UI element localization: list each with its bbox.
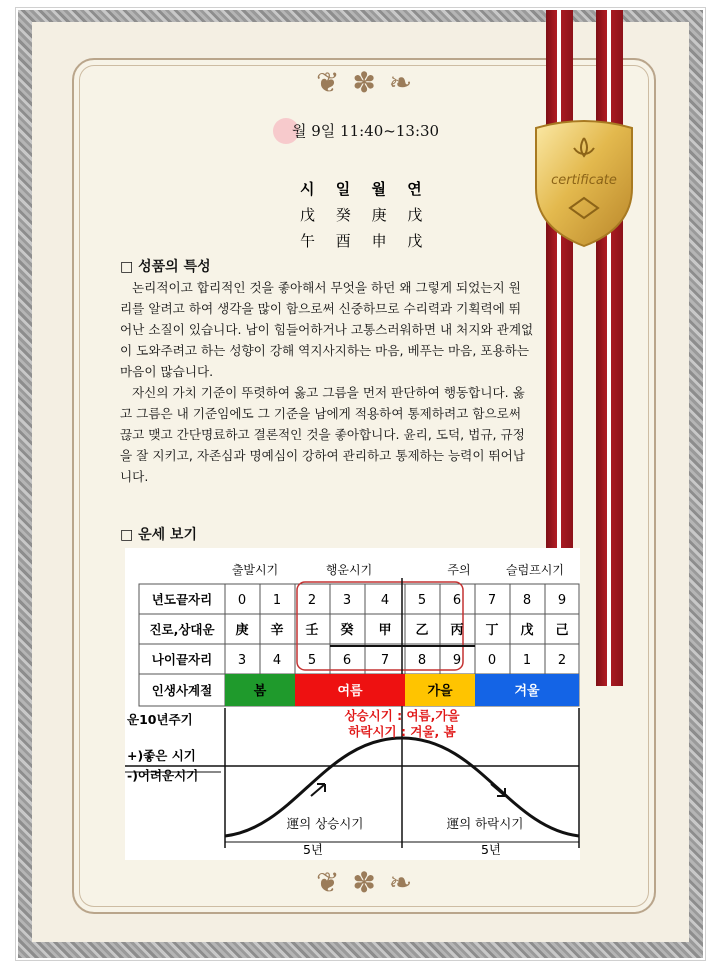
branch-day: 酉 xyxy=(335,232,359,250)
text-line: 어난 소질이 있습니다. 남이 힘들어하거나 고통스러워하면 내 처지와 관계없 xyxy=(120,322,534,337)
text-line: 니다. xyxy=(120,469,149,484)
table-cell: 5 xyxy=(307,653,317,668)
text-line: 자신의 가치 기준이 뚜렷하여 옳고 그름을 먼저 판단하여 행동합니다. 옳 xyxy=(132,385,525,400)
bad-period-label: -)어려운시기 xyxy=(127,768,199,783)
character-paragraph xyxy=(120,277,605,487)
rise-arrow-icon xyxy=(311,784,325,796)
table-cell: 壬 xyxy=(305,623,319,638)
table-cell: 辛 xyxy=(270,623,284,638)
stem-hour: 戊 xyxy=(300,206,324,224)
fortune-cycle-chart xyxy=(125,548,580,860)
table-cell: 乙 xyxy=(415,623,429,638)
certificate-seal-icon xyxy=(530,118,638,248)
stem-month: 庚 xyxy=(371,206,395,224)
pillar-label-hour: 시 xyxy=(300,180,323,198)
table-cell: 5 xyxy=(417,593,427,608)
table-cell: 癸 xyxy=(340,623,354,638)
rise-period-label: 運의 상승시기 xyxy=(286,816,364,831)
text-line: 마음이 많습니다. xyxy=(120,364,214,379)
section-title-character: □ 성품의 특성 xyxy=(120,259,211,275)
season-label-winter: 겨울 xyxy=(514,684,540,699)
table-cell: 7 xyxy=(380,653,390,668)
table-cell: 庚 xyxy=(235,623,249,638)
pillar-stems xyxy=(300,204,430,225)
table-cell: 9 xyxy=(557,593,567,608)
row-header-season: 인생사계절 xyxy=(151,683,213,698)
text-line: 이 도와주려고 하는 성향이 강해 역지사지하는 마음, 베푸는 마음, 포용하는 xyxy=(120,343,530,358)
phase-label-luck: 행운시기 xyxy=(325,563,373,577)
branch-hour: 午 xyxy=(300,232,324,250)
phase-label-caution: 주의 xyxy=(447,563,471,577)
text-line: 고 그름은 내 기준임에도 그 기준을 남에게 적용하여 통제하려고 함으로써 xyxy=(120,406,521,421)
cycle-y-title: 운10년주기 xyxy=(127,712,193,727)
table-cell: 7 xyxy=(487,593,497,608)
pillar-label-day: 일 xyxy=(335,180,359,198)
badge-text: certificate xyxy=(551,173,617,188)
table-cell: 甲 xyxy=(378,623,392,638)
table-cell: 3 xyxy=(342,593,352,608)
table-cell: 4 xyxy=(272,653,282,668)
text-line: 논리적이고 합리적인 것을 좋아해서 무엇을 하던 왜 그렇게 되었는지 원 xyxy=(132,280,521,295)
row-header-year: 년도끝자리 xyxy=(151,592,213,607)
table-cell: 1 xyxy=(272,593,282,608)
table-cell: 4 xyxy=(380,593,390,608)
legend-fall-text: 하락시기 : 겨울, 봄 xyxy=(348,724,456,739)
table-cell: 2 xyxy=(307,593,317,608)
stem-year: 戊 xyxy=(407,206,431,224)
season-label-summer: 여름 xyxy=(337,684,363,699)
table-cell: 丁 xyxy=(485,623,499,638)
table-cell: 6 xyxy=(342,653,352,668)
table-cell: 0 xyxy=(487,653,497,668)
pillar-label-month: 월 xyxy=(371,180,394,198)
phase-label-start: 출발시기 xyxy=(231,563,279,577)
row-header-age: 나이끝자리 xyxy=(151,652,213,667)
date-time: 월 9일 11:40~13:30 xyxy=(292,122,440,140)
table-cell: 丙 xyxy=(450,623,464,638)
table-cell: 8 xyxy=(417,653,427,668)
text-line: 리를 알려고 하여 생각을 많이 함으로써 신중하므로 수리력과 기획력에 뛰 xyxy=(120,301,521,316)
text-line: 끊고 맺고 간단명료하고 결론적인 것을 좋아합니다. 윤리, 도덕, 법규, 규정 xyxy=(120,427,525,442)
table-cell: 9 xyxy=(452,653,462,668)
legend-rise-text: 상승시기 : 여름,가을 xyxy=(344,708,460,723)
phase-label-slump: 슬럼프시기 xyxy=(506,563,564,577)
branch-year: 戊 xyxy=(407,232,431,250)
section-title-fortune: □ 운세 보기 xyxy=(120,527,198,543)
top-flourish-ornament: ❦ ✽ ❧ xyxy=(316,66,415,99)
bottom-flourish-ornament: ❦ ✽ ❧ xyxy=(316,866,415,899)
fortune-chart-svg xyxy=(125,548,580,860)
stem-day: 癸 xyxy=(335,206,359,224)
table-cell: 8 xyxy=(522,593,532,608)
fall-period-label: 運의 하락시기 xyxy=(446,816,524,831)
table-cell: 3 xyxy=(237,653,247,668)
table-cell: 6 xyxy=(452,593,462,608)
table-cell: 0 xyxy=(237,593,247,608)
table-cell: 2 xyxy=(557,653,567,668)
pillar-labels xyxy=(300,178,430,199)
row-header-stem: 진로,상대운 xyxy=(149,622,215,637)
season-label-spring: 봄 xyxy=(253,684,267,699)
table-cell: 1 xyxy=(522,653,532,668)
season-label-autumn: 가을 xyxy=(427,684,453,699)
pillar-label-year: 연 xyxy=(407,180,430,198)
span-left-label: 5년 xyxy=(302,842,324,857)
text-line: 을 잘 지키고, 자존심과 명예심이 강하여 관리하고 통제하는 능력이 뛰어납 xyxy=(120,448,525,463)
pillar-branches xyxy=(300,230,430,251)
good-period-label: +)좋은 시기 xyxy=(127,748,196,763)
table-cell: 己 xyxy=(555,623,569,638)
fall-arrow-icon xyxy=(491,784,505,796)
table-cell: 戊 xyxy=(520,623,534,638)
span-right-label: 5년 xyxy=(480,842,502,857)
branch-month: 申 xyxy=(371,232,395,250)
